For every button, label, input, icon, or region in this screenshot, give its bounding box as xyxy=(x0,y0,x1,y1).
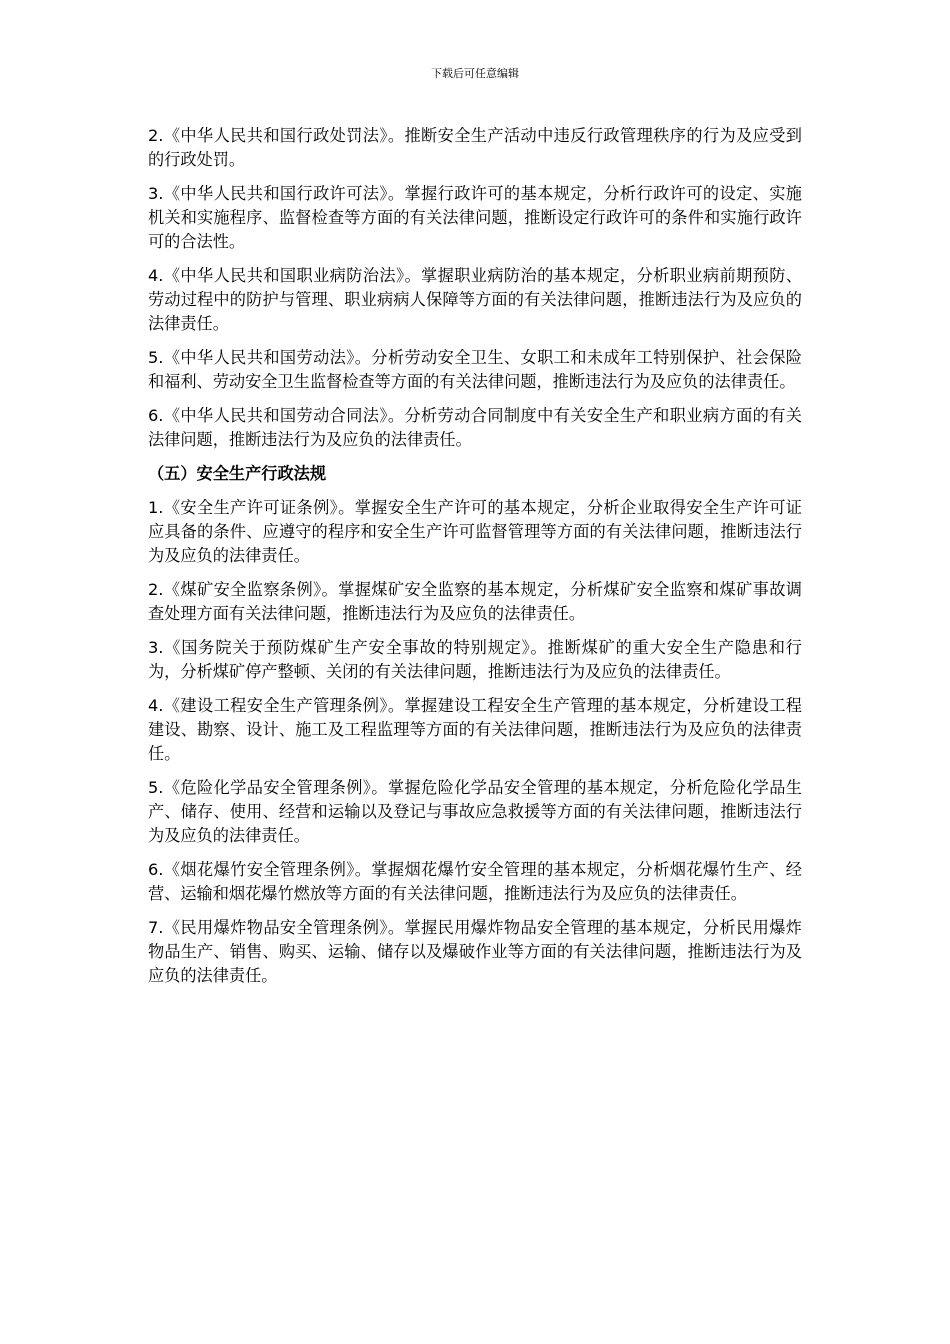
paragraph-fireworks-regulation: 6.《烟花爆竹安全管理条例》。掌握烟花爆竹安全管理的基本规定，分析烟花爆竹生产、经营、运输和烟花爆竹燃放等方面的有关法律问题，推断违法行为及应负的法律责任。 xyxy=(148,860,802,903)
section-heading-admin-regulations: （五）安全生产行政法规 xyxy=(148,464,327,483)
paragraph-safety-license-regulation: 1.《安全生产许可证条例》。掌握安全生产许可的基本规定，分析企业取得安全生产许可证应具备的条件、应遵守的程序和安全生产许可监督管理等方面的有关法律问题，推断违法行为及应负的法律责任。 xyxy=(148,498,802,565)
document-body xyxy=(148,124,802,998)
paragraph-occupational-disease-law: 4.《中华人民共和国职业病防治法》。掌握职业病防治的基本规定，分析职业病前期预防、劳动过程中的防护与管理、职业病病人保障等方面的有关法律问题，推断违法行为及应负的法律责任。 xyxy=(148,266,802,333)
paragraph-administrative-penalty-law: 2.《中华人民共和国行政处罚法》。推断安全生产活动中违反行政管理秩序的行为及应受到的行政处罚。 xyxy=(148,126,802,169)
paragraph-labor-law: 5.《中华人民共和国劳动法》。分析劳动安全卫生、女职工和未成年工特别保护、社会保险和福利、劳动安全卫生监督检查等方面的有关法律问题，推断违法行为及应负的法律责任。 xyxy=(148,348,802,391)
page-header-note: 下载后可任意编辑 xyxy=(431,67,519,80)
paragraph-coal-mine-accident-prevention-provision: 3.《国务院关于预防煤矿生产安全事故的特别规定》。推断煤矿的重大安全生产隐患和行为，分析煤矿停产整顿、关闭的有关法律问题，推断违法行为及应负的法律责任。 xyxy=(148,638,802,681)
paragraph-construction-safety-regulation: 4.《建设工程安全生产管理条例》。掌握建设工程安全生产管理的基本规定，分析建设工程建设、勘察、设计、施工及工程监理等方面的有关法律问题，推断违法行为及应负的法律责任。 xyxy=(148,696,802,763)
paragraph-hazardous-chemicals-regulation: 5.《危险化学品安全管理条例》。掌握危险化学品安全管理的基本规定，分析危险化学品生产、储存、使用、经营和运输以及登记与事故应急救援等方面的有关法律问题，推断违法行为及应负的法律责任。 xyxy=(148,778,802,845)
paragraph-coal-mine-supervision-regulation: 2.《煤矿安全监察条例》。掌握煤矿安全监察的基本规定，分析煤矿安全监察和煤矿事故调查处理方面有关法律问题，推断违法行为及应负的法律责任。 xyxy=(148,580,802,623)
paragraph-civil-explosives-regulation: 7.《民用爆炸物品安全管理条例》。掌握民用爆炸物品安全管理的基本规定，分析民用爆炸物品生产、销售、购买、运输、储存以及爆破作业等方面的有关法律问题，推断违法行为及应负的法律责任。 xyxy=(148,918,802,985)
paragraph-administrative-license-law: 3.《中华人民共和国行政许可法》。掌握行政许可的基本规定，分析行政许可的设定、实施机关和实施程序、监督检查等方面的有关法律问题，推断设定行政许可的条件和实施行政许可的合法性。 xyxy=(148,184,802,251)
paragraph-labor-contract-law: 6.《中华人民共和国劳动合同法》。分析劳动合同制度中有关安全生产和职业病方面的有关法律问题，推断违法行为及应负的法律责任。 xyxy=(148,406,802,449)
